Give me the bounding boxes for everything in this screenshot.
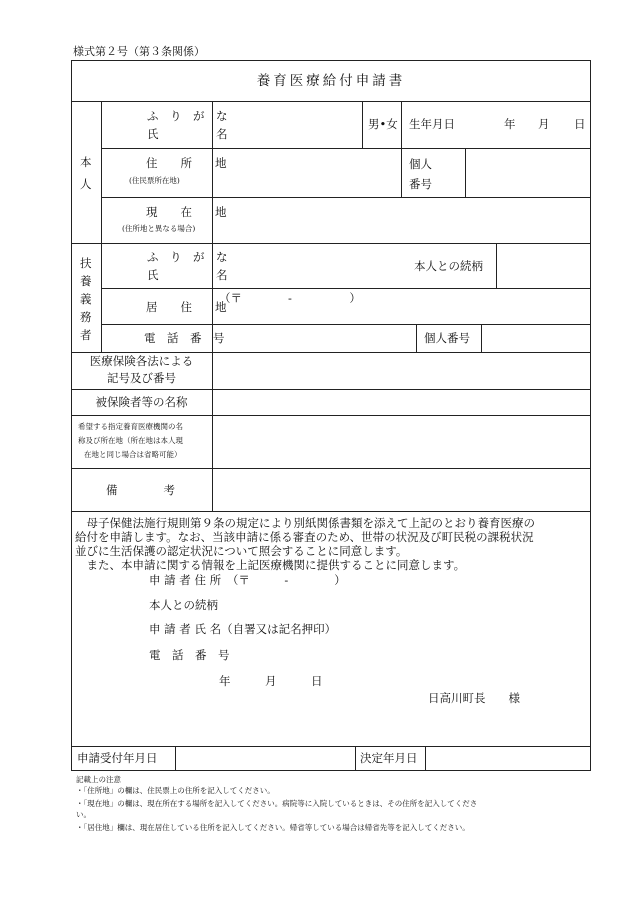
current-location-label: 現 在 地	[146, 205, 227, 219]
applicant-name-field[interactable]	[213, 102, 361, 147]
decision-date-label: 決定年月日	[360, 751, 418, 765]
note-item: ・「現在地」の欄は、現在所在する場所を記入してください。病院等に入院しているときは、その住所を記入してくださ	[76, 799, 478, 808]
remarks-label: 備 考	[106, 483, 175, 497]
insurance-label-1: 医療保険各法による	[89, 354, 194, 368]
supporter-name-label: 氏 名	[147, 268, 228, 282]
applicant-group-label-1: 本	[80, 155, 92, 169]
note-item: ・「住所地」の欄は、住民票上の住所を記入してください。	[76, 786, 275, 795]
supporter-id-field[interactable]	[482, 325, 590, 351]
application-date-line[interactable]: 年 月 日	[219, 674, 323, 688]
supporter-group-label-5: 者	[80, 328, 92, 342]
relation-label: 本人との続柄	[414, 259, 483, 273]
note-item: ・「居住地」欄は、現在居住している住所を記入してください。帰省等している場合は帰省先等を記入してください。	[76, 823, 470, 832]
applicant-address-field[interactable]	[213, 149, 400, 196]
applicant-name-label: 氏 名	[147, 127, 228, 141]
decision-date-field[interactable]	[426, 747, 590, 769]
applicant-id-label-1: 個人	[409, 157, 432, 171]
phone-field[interactable]	[213, 325, 415, 351]
applicant-address-label: 住 所 地	[146, 156, 227, 170]
birth-day-label: 日	[574, 117, 586, 131]
supporter-furigana-label: ふ り が な	[147, 250, 228, 264]
insured-name-field[interactable]	[213, 390, 590, 414]
declaration-line-2: 給付を申請します。なお、当該申請に係る審査のため、世帯の状況及び町民税の課税状況	[75, 530, 534, 544]
supporter-group-label-2: 養	[80, 274, 92, 288]
birth-date-label: 生年月日	[409, 117, 455, 131]
residence-label: 居 住 地	[146, 300, 227, 314]
hospital-label-1: 希望する指定養育医療機関の名	[78, 422, 183, 431]
hospital-label-2: 称及び所在地（所在地は本人現	[78, 436, 183, 445]
applicant-id-label-2: 番号	[409, 177, 432, 191]
sex-label[interactable]: 男•女	[368, 117, 398, 131]
hospital-label-3: 在地と同じ場合は省略可能）	[84, 450, 182, 459]
applicant-address-line[interactable]: 申 請 者 住 所 （〒 - ）	[149, 573, 346, 587]
birth-year-label: 年	[504, 117, 516, 131]
insurance-label-2: 記号及び番号	[107, 371, 176, 385]
declaration-line-3: 並びに生活保護の認定状況について照会することに同意します。	[75, 544, 408, 558]
insured-name-label: 被保険者等の名称	[95, 395, 188, 409]
note-item: い。	[76, 810, 91, 819]
received-date-field[interactable]	[176, 747, 354, 769]
supporter-group-label-3: 義	[80, 292, 92, 306]
supporter-name-field[interactable]	[213, 244, 402, 287]
applicant-phone-line[interactable]: 電 話 番 号	[149, 648, 230, 662]
phone-label: 電 話 番 号	[144, 331, 225, 345]
applicant-address-note: (住民票所在地)	[129, 176, 180, 185]
hospital-field[interactable]	[213, 416, 590, 467]
applicant-signature-line[interactable]: 申 請 者 氏 名（自署又は記名押印）	[149, 622, 337, 636]
applicant-id-field[interactable]	[466, 149, 590, 196]
current-location-note: (住所地と異なる場合)	[122, 224, 196, 233]
addressee: 日高川町長 様	[428, 691, 520, 705]
form-number: 様式第２号（第３条関係）	[73, 45, 205, 58]
declaration-line-4: また、本申請に関する情報を上記医療機関に提供することに同意します。	[75, 558, 466, 572]
applicant-group-label-2: 人	[80, 177, 92, 191]
residence-postal[interactable]: （〒 - ）	[219, 291, 361, 305]
birth-month-label: 月	[538, 117, 550, 131]
supporter-id-label: 個人番号	[424, 331, 470, 345]
form-title: 養育医療給付申請書	[256, 73, 406, 89]
applicant-relation-line[interactable]: 本人との続柄	[149, 598, 218, 612]
received-date-label: 申請受付年月日	[77, 751, 158, 765]
relation-field[interactable]	[497, 244, 590, 287]
current-location-field[interactable]	[213, 198, 590, 243]
applicant-furigana-label: ふ り が な	[147, 109, 228, 123]
notes-heading: 記載上の注意	[76, 775, 121, 784]
declaration-line-1: 母子保健法施行規則第９条の規定により別紙関係書類を添えて上記のとおり養育医療の	[75, 516, 535, 530]
insurance-number-field[interactable]	[213, 353, 590, 388]
supporter-group-label-1: 扶	[80, 256, 92, 270]
supporter-group-label-4: 務	[80, 310, 92, 324]
remarks-field[interactable]	[213, 469, 590, 510]
